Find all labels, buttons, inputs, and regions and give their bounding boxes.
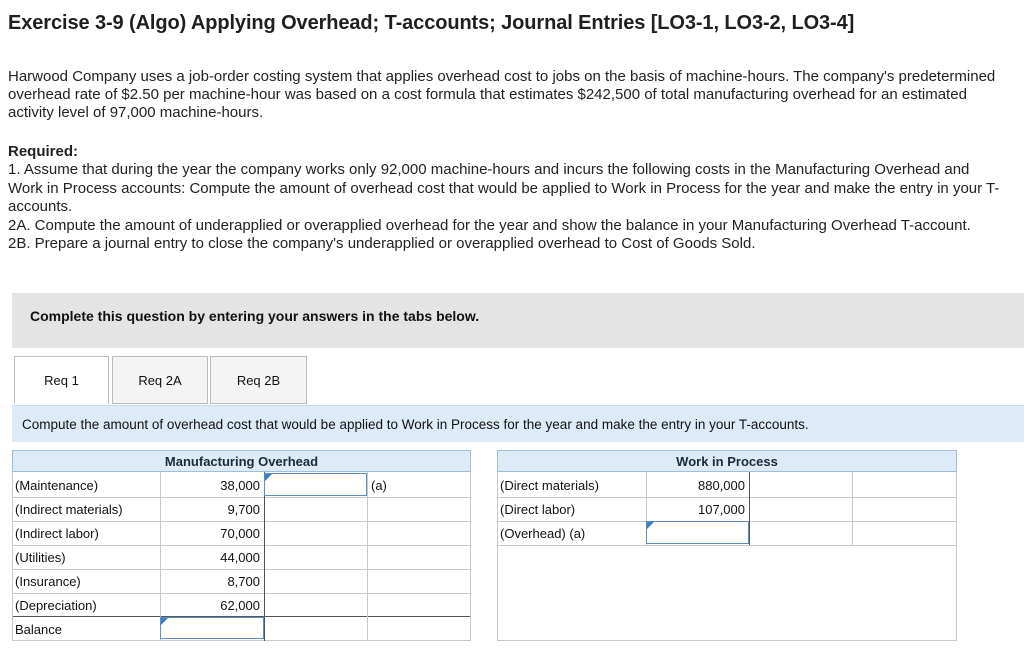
wip-bottom-border [497,640,957,641]
wip-header: Work in Process [497,450,957,472]
wip-row-divider [497,545,957,546]
mo-debit-amount: 44,000 [220,549,260,565]
mo-debit-amount: 38,000 [220,477,260,493]
mo-right-border [470,472,471,641]
mo-debit-label: (Utilities) [15,549,66,565]
mo-balance-input[interactable] [160,617,264,639]
mo-balance-label: Balance [15,621,62,637]
required-item-2a: 2A. Compute the amount of underapplied or overapplied overhead for the year and show the balance in your Manufacturing Overhead T-account. [8,216,971,234]
mo-col-divider [367,472,368,641]
tab-req-1[interactable]: Req 1 [14,356,109,404]
exercise-title: Exercise 3-9 (Algo) Applying Overhead; T-accounts; Journal Entries [LO3-1, LO3-2, LO3-4] [8,12,855,34]
mo-debit-amount: 70,000 [220,525,260,541]
tab-instruction-text: Compute the amount of overhead cost that would be applied to Work in Process for the year and make the entry in your T-accounts. [22,417,809,432]
banner-text: Complete this question by entering your answers in the tabs below. [30,308,480,324]
wip-right-border [956,472,957,641]
wip-t-divider [749,472,750,545]
mo-debit-label: (Maintenance) [15,477,99,493]
tab-instruction-bar [12,405,1024,442]
mo-debit-label: (Indirect materials) [15,501,123,517]
mo-debit-label: (Depreciation) [15,597,97,613]
wip-col-divider [852,472,853,545]
wip-debit-label: (Direct labor) [500,501,576,517]
mo-applied-overhead-input[interactable] [264,473,367,496]
mo-header: Manufacturing Overhead [12,450,471,472]
wip-debit-label: (Overhead) (a) [500,525,586,541]
mo-debit-amount: 8,700 [227,573,260,589]
wip-debit-amount: 880,000 [698,477,745,493]
mo-debit-label: (Indirect labor) [15,525,99,541]
required-item-2b: 2B. Prepare a journal entry to close the company's underapplied or overapplied overhead to Cost of Goods Sold. [8,235,756,252]
tab-req-2a[interactable]: Req 2A [112,356,208,404]
mo-debit-label: (Insurance) [15,573,81,589]
instructions-banner [12,293,1024,348]
wip-debit-amount: 107,000 [698,501,745,517]
mo-debit-amount: 62,000 [220,597,260,613]
required-list [8,161,1008,254]
mo-debit-amount: 9,700 [227,501,260,517]
mo-t-divider [264,472,265,641]
wip-debit-label: (Direct materials) [500,477,599,493]
required-item-1: 1. Assume that during the year the company works only 92,000 machine-hours and incurs the following costs in the Manufacturing Overhead and Work in Process accounts: Compute the amount of overhead cost that would be applied to Work in Process for the year and make the entry in your T-accounts. [8,161,1000,215]
mo-credit-label: (a) [371,477,387,493]
problem-intro: Harwood Company uses a job-order costing system that applies overhead cost to jobs on the basis of machine-hours. The company's predetermined overhead rate of $2.50 per machine-hour was based on a cost formula that estimates $242,500 of total manufacturing overhead for an estimated activity level of 97,000 machine-hours. [8,68,996,121]
tab-req-2b[interactable]: Req 2B [210,356,307,404]
required-heading: Required: [8,143,79,160]
wip-overhead-applied-input[interactable] [646,521,749,544]
